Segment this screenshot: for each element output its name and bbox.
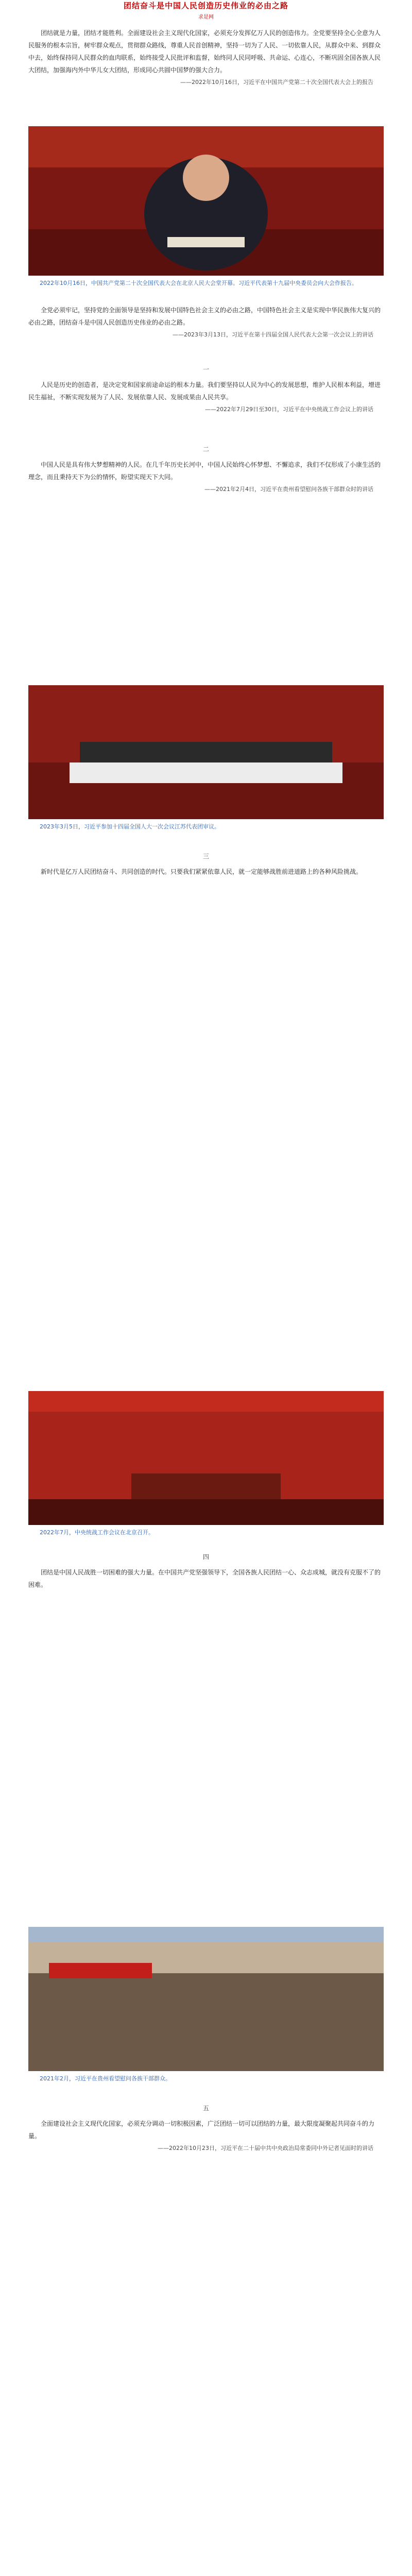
source: ——2023年3月13日，习近平在第十四届全国人民代表大会第一次会议上的讲话 <box>173 331 373 338</box>
section-mark: 一 <box>202 366 209 373</box>
paragraph: 全面建设社会主义现代化国家，必须充分调动一切积极因素，广泛团结一切可以团结的力量，最大限度凝聚起共同奋斗的力量。 <box>28 2120 375 2140</box>
source: ——2021年2月4日，习近平在贵州看望慰问各族干部群众时的讲话 <box>204 486 373 493</box>
paragraph: 团结是中国人民战胜一切困难的强大力量。在中国共产党坚强领导下，全国各族人民团结一心、众志成城，就没有克服不了的困难。 <box>28 1569 381 1588</box>
photo-1-caption: 2022年10月16日，中国共产党第二十次全国代表大会在北京人民大会堂开幕。习近平代表第十九届中央委员会向大会作报告。 <box>40 280 357 286</box>
paragraph: 中国人民是具有伟大梦想精神的人民。在几千年历史长河中，中国人民始终心怀梦想、不懈追求，我们不仅形成了小康生活的理念，而且秉持天下为公的情怀，盼望实现天下大同。 <box>28 461 381 481</box>
paragraph: 人民是历史的创造者，是决定党和国家前途命运的根本力量。我们要坚持以人民为中心的发展思想，维护人民根本利益，增进民生福祉，不断实现发展为了人民、发展依靠人民、发展成果由人民共享。 <box>28 381 381 401</box>
photo-2-caption: 2023年3月5日，习近平参加十四届全国人大一次会议江苏代表团审议。 <box>40 823 220 830</box>
photo-2-image <box>28 685 384 819</box>
intro-paragraph: 团结就是力量，团结才能胜利。全面建设社会主义现代化国家，必须充分发挥亿万人民的创造伟力。全党要坚持全心全意为人民服务的根本宗旨，树牢群众观点，贯彻群众路线，尊重人民首创精神，坚持一切为了人民、一切依靠人民，从群众中来、到群众中去，始终保持同人民群众的血肉联系，始终接受人民批评和监督，始终同人民同呼吸、共命运、心连心，不断巩固全国各族人民大团结，加强海内外中华儿女大团结，形成同心共圆中国梦的强大合力。 <box>28 29 381 74</box>
photo-2 <box>28 685 384 819</box>
section-2 <box>28 379 384 415</box>
section-3 <box>28 459 384 495</box>
section-1 <box>28 304 384 340</box>
source: ——2022年7月29日至30日，习近平在中央统战工作会议上的讲话 <box>205 406 373 413</box>
section-5 <box>28 1566 384 1592</box>
section-6 <box>28 2117 384 2154</box>
paragraph: 全党必须牢记，坚持党的全面领导是坚持和发展中国特色社会主义的必由之路，中国特色社会主义是实现中华民族伟大复兴的必由之路，团结奋斗是中国人民创造历史伟业的必由之路。 <box>28 307 381 326</box>
article-title: 团结奋斗是中国人民创造历史伟业的必由之路 <box>123 1 288 10</box>
photo-1-image <box>28 126 384 276</box>
photo-4-image <box>28 1927 384 2071</box>
section-mark: 四 <box>202 1553 209 1561</box>
section-mark: 二 <box>202 446 209 453</box>
intro-section <box>28 27 384 88</box>
section-mark: 五 <box>202 2105 209 2112</box>
section-4 <box>28 866 384 879</box>
article-byline: 求是网 <box>198 14 214 20</box>
photo-3-image <box>28 1391 384 1525</box>
intro-source: ——2022年10月16日，习近平在中国共产党第二十次全国代表大会上的报告 <box>180 79 373 86</box>
photo-4-caption: 2021年2月，习近平在贵州看望慰问各族干部群众。 <box>40 2075 171 2082</box>
photo-3-caption: 2022年7月，中央统战工作会议在北京召开。 <box>40 1529 154 1536</box>
photo-3 <box>28 1391 384 1525</box>
photo-1 <box>28 126 384 276</box>
section-mark: 三 <box>202 853 209 860</box>
source: ——2022年10月23日，习近平在二十届中共中央政治局常委同中外记者见面时的讲话 <box>158 2145 373 2151</box>
photo-4 <box>28 1927 384 2071</box>
paragraph: 新时代是亿万人民团结奋斗、共同创造的时代。只要我们紧紧依靠人民，就一定能够战胜前进道路上的各种风险挑战。 <box>41 868 363 875</box>
